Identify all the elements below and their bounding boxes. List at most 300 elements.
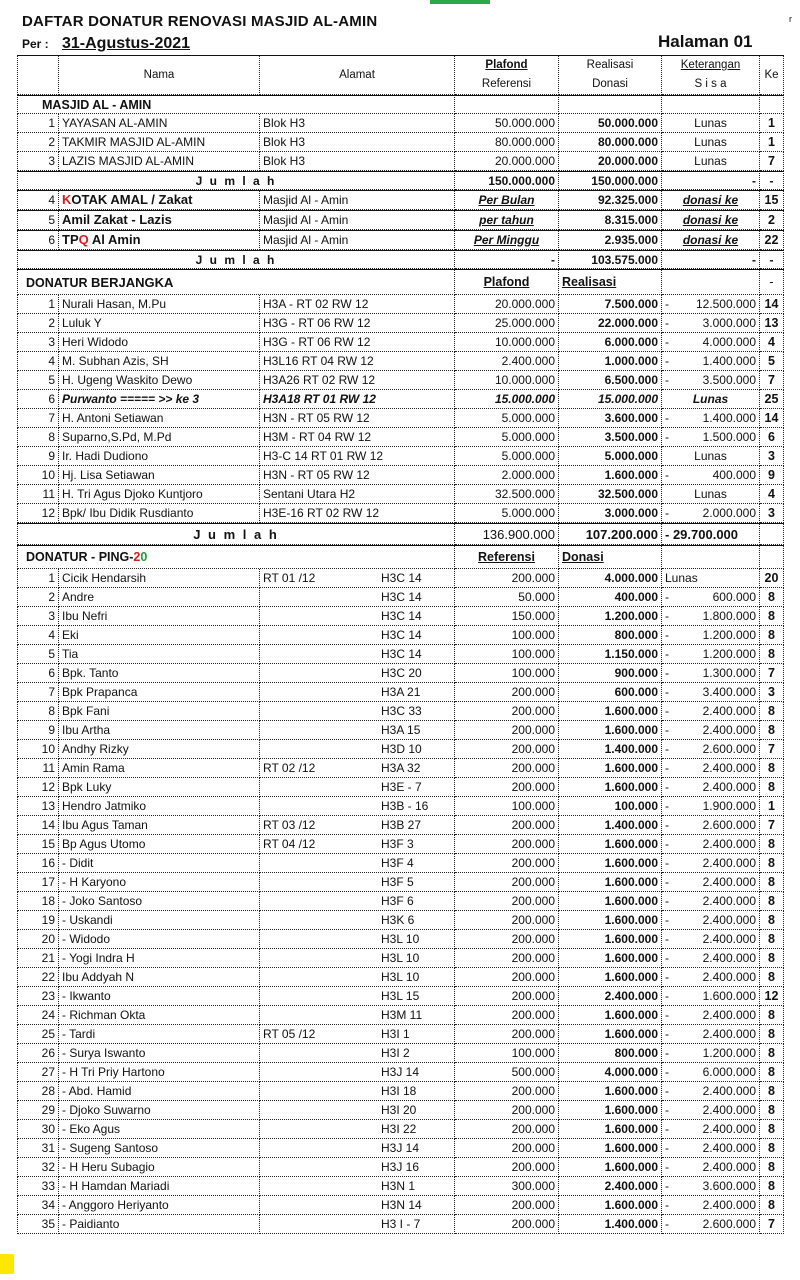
donor-name: Bpk. Tanto — [59, 664, 260, 683]
donation-count: 5 — [760, 352, 784, 371]
donor-address: Masjid Al - Amin — [260, 191, 455, 210]
donation-count: 8 — [760, 1044, 784, 1063]
remaining-value: - 2.400.000 — [662, 892, 760, 911]
table-row — [17, 949, 784, 968]
donor-address: H3C 33 — [260, 702, 455, 721]
donation-value: 1.600.000 — [559, 911, 662, 930]
referensi-value: 200.000 — [455, 721, 559, 740]
donor-name: Hj. Lisa Setiawan — [59, 466, 260, 485]
donation-count: 8 — [760, 930, 784, 949]
donation-value: 1.600.000 — [559, 702, 662, 721]
table-row — [17, 664, 784, 683]
donation-count: 4 — [760, 333, 784, 352]
donation-count: 25 — [760, 390, 784, 409]
table-row — [17, 873, 784, 892]
donation-value: 15.000.000 — [559, 390, 662, 409]
donor-name: - Eko Agus — [59, 1120, 260, 1139]
remaining-value: - 12.500.000 — [662, 295, 760, 314]
donation-count: 12 — [760, 987, 784, 1006]
table-row — [17, 352, 784, 371]
table-row — [17, 371, 784, 390]
row-number: 6 — [17, 390, 59, 409]
donation-count: 8 — [760, 1120, 784, 1139]
donor-name: - Ikwanto — [59, 987, 260, 1006]
donor-address: H3B - 16 — [260, 797, 455, 816]
donor-name: H. Antoni Setiawan — [59, 409, 260, 428]
table-row — [17, 740, 784, 759]
remaining-value: Lunas — [662, 390, 760, 409]
section-masjid-total: J u m l a h 150.000.000 150.000.000 - - — [17, 171, 784, 190]
row-number: 26 — [17, 1044, 59, 1063]
donor-name: H. Tri Agus Djoko Kuntjoro — [59, 485, 260, 504]
donor-address: H3L 10 — [260, 930, 455, 949]
donor-table — [17, 55, 784, 1234]
table-row — [17, 314, 784, 333]
donor-name: Bpk Luky — [59, 778, 260, 797]
donation-count: 14 — [760, 409, 784, 428]
referensi-value: 200.000 — [455, 1120, 559, 1139]
remaining-value: - 1.200.000 — [662, 626, 760, 645]
donation-count: 8 — [760, 1025, 784, 1044]
referensi-value: 200.000 — [455, 759, 559, 778]
remaining-value: - 2.400.000 — [662, 702, 760, 721]
section-kotak-rows — [17, 190, 784, 250]
remaining-value: - 2.400.000 — [662, 873, 760, 892]
header-alamat: Alamat — [260, 55, 455, 95]
row-number: 7 — [17, 409, 59, 428]
table-row — [17, 683, 784, 702]
remaining-value: - 2.400.000 — [662, 968, 760, 987]
donor-name: - H Heru Subagio — [59, 1158, 260, 1177]
donation-value: 2.400.000 — [559, 987, 662, 1006]
donation-value: 92.325.000 — [559, 191, 662, 210]
row-number: 20 — [17, 930, 59, 949]
donation-value: 20.000.000 — [559, 152, 662, 171]
header-realisasi: Realisasi Donasi — [559, 55, 662, 95]
table-row — [17, 333, 784, 352]
remaining-value: - 3.600.000 — [662, 1177, 760, 1196]
donation-count: 8 — [760, 892, 784, 911]
donor-address: H3A18 RT 01 RW 12 — [260, 390, 455, 409]
donor-address: RT 03 /12 H3B 27 — [260, 816, 455, 835]
donor-address: H3J 14 — [260, 1139, 455, 1158]
donation-count: 8 — [760, 1101, 784, 1120]
donation-count: 8 — [760, 854, 784, 873]
table-row — [17, 1006, 784, 1025]
row-number: 7 — [17, 683, 59, 702]
plafond-value: 20.000.000 — [455, 152, 559, 171]
donor-address: Masjid Al - Amin — [260, 231, 455, 250]
remaining-value: - 2.400.000 — [662, 1082, 760, 1101]
donor-name: Suparno,S.Pd, M.Pd — [59, 428, 260, 447]
plafond-value: 10.000.000 — [455, 371, 559, 390]
donor-address: Blok H3 — [260, 133, 455, 152]
donor-address: H3I 2 — [260, 1044, 455, 1063]
per-label: Per : — [22, 37, 49, 51]
row-number: 10 — [17, 740, 59, 759]
table-row — [17, 1215, 784, 1234]
table-row — [17, 987, 784, 1006]
table-row — [17, 778, 784, 797]
donor-name: Purwanto ===== >> ke 3 — [59, 390, 260, 409]
donation-value: 1.600.000 — [559, 1025, 662, 1044]
donor-name: - H Tri Priy Hartono — [59, 1063, 260, 1082]
table-row — [17, 1139, 784, 1158]
table-row — [17, 797, 784, 816]
donation-count: 8 — [760, 645, 784, 664]
donation-value: 4.000.000 — [559, 1063, 662, 1082]
plafond-value: 80.000.000 — [455, 133, 559, 152]
donation-count: 8 — [760, 968, 784, 987]
donation-value: 3.500.000 — [559, 428, 662, 447]
page-number: Halaman 01 — [658, 32, 753, 51]
row-number: 3 — [17, 152, 59, 171]
donation-count: 3 — [760, 504, 784, 523]
donor-address: Blok H3 — [260, 114, 455, 133]
donation-value: 1.400.000 — [559, 1215, 662, 1234]
table-row — [17, 968, 784, 987]
donor-name: - Joko Santoso — [59, 892, 260, 911]
donation-count: 13 — [760, 314, 784, 333]
referensi-value: 200.000 — [455, 778, 559, 797]
section-berjangka-total: J u m l a h 136.900.000 107.200.000 - 29.700.000 — [17, 523, 784, 545]
table-row — [17, 1177, 784, 1196]
donation-count: 8 — [760, 702, 784, 721]
donation-value: 400.000 — [559, 588, 662, 607]
donor-name: - H Karyono — [59, 873, 260, 892]
remaining-value: donasi ke — [662, 231, 760, 250]
remaining-value: - 2.400.000 — [662, 1196, 760, 1215]
donation-value: 1.600.000 — [559, 1082, 662, 1101]
donation-value: 4.000.000 — [559, 569, 662, 588]
donor-name: Ibu Nefri — [59, 607, 260, 626]
row-number: 12 — [17, 504, 59, 523]
donation-count: 7 — [760, 1215, 784, 1234]
donation-value: 800.000 — [559, 1044, 662, 1063]
referensi-value: 200.000 — [455, 816, 559, 835]
donation-value: 1.600.000 — [559, 835, 662, 854]
donation-value: 6.500.000 — [559, 371, 662, 390]
table-row — [17, 588, 784, 607]
donor-name: Ir. Hadi Dudiono — [59, 447, 260, 466]
referensi-value: 150.000 — [455, 607, 559, 626]
donation-value: 1.600.000 — [559, 949, 662, 968]
donor-address: H3A - RT 02 RW 12 — [260, 295, 455, 314]
donation-value: 1.400.000 — [559, 816, 662, 835]
row-number: 21 — [17, 949, 59, 968]
donation-count: 8 — [760, 1196, 784, 1215]
remaining-value: - 1.800.000 — [662, 607, 760, 626]
table-row — [17, 409, 784, 428]
row-number: 8 — [17, 702, 59, 721]
referensi-value: 200.000 — [455, 1196, 559, 1215]
donation-value: 1.600.000 — [559, 892, 662, 911]
remaining-value: - 400.000 — [662, 466, 760, 485]
donation-value: 3.600.000 — [559, 409, 662, 428]
donation-value: 100.000 — [559, 797, 662, 816]
row-number: 5 — [17, 211, 59, 230]
donor-address: H3N 1 — [260, 1177, 455, 1196]
donor-name: - Richman Okta — [59, 1006, 260, 1025]
donor-name: - Widodo — [59, 930, 260, 949]
referensi-value: 200.000 — [455, 949, 559, 968]
donor-address: RT 04 /12 H3F 3 — [260, 835, 455, 854]
row-number: 4 — [17, 191, 59, 210]
donor-address: H3L 10 — [260, 968, 455, 987]
referensi-value: 200.000 — [455, 1215, 559, 1234]
header-keterangan: Keterangan S i s a — [662, 55, 760, 95]
donor-name: M. Subhan Azis, SH — [59, 352, 260, 371]
table-row — [17, 1025, 784, 1044]
remaining-value: - 2.400.000 — [662, 1158, 760, 1177]
donor-name: Tia — [59, 645, 260, 664]
remaining-value: - 1.400.000 — [662, 409, 760, 428]
row-number: 18 — [17, 892, 59, 911]
donor-address: RT 01 /12 H3C 14 — [260, 569, 455, 588]
table-row — [17, 1082, 784, 1101]
donor-name: Ibu Agus Taman — [59, 816, 260, 835]
plafond-value: 10.000.000 — [455, 333, 559, 352]
referensi-value: 100.000 — [455, 626, 559, 645]
donation-value: 1.600.000 — [559, 1139, 662, 1158]
referensi-value: 200.000 — [455, 968, 559, 987]
donor-name: Nurali Hasan, M.Pu — [59, 295, 260, 314]
donor-name: Amil Zakat - Lazis — [59, 211, 260, 230]
remaining-value: Lunas — [662, 152, 760, 171]
row-number: 9 — [17, 447, 59, 466]
plafond-value: 5.000.000 — [455, 428, 559, 447]
referensi-value: 200.000 — [455, 740, 559, 759]
plafond-value: Per Bulan — [455, 191, 559, 210]
header-nama: Nama — [59, 55, 260, 95]
referensi-value: 200.000 — [455, 892, 559, 911]
donor-name: Hendro Jatmiko — [59, 797, 260, 816]
row-number: 13 — [17, 797, 59, 816]
remaining-value: - 2.400.000 — [662, 1101, 760, 1120]
table-row — [17, 133, 784, 152]
table-row — [17, 1063, 784, 1082]
remaining-value: - 3.500.000 — [662, 371, 760, 390]
donation-value: 1.600.000 — [559, 778, 662, 797]
remaining-value: Lunas — [662, 133, 760, 152]
table-row — [17, 911, 784, 930]
referensi-value: 200.000 — [455, 873, 559, 892]
remaining-value: - 1.500.000 — [662, 428, 760, 447]
table-row — [17, 485, 784, 504]
table-row — [17, 390, 784, 409]
plafond-value: 2.400.000 — [455, 352, 559, 371]
donation-count: 1 — [760, 114, 784, 133]
remaining-value: - 1.900.000 — [662, 797, 760, 816]
table-row — [17, 1120, 784, 1139]
remaining-value: - 1.300.000 — [662, 664, 760, 683]
donation-count: 8 — [760, 835, 784, 854]
donation-count: 8 — [760, 607, 784, 626]
remaining-value: - 1.200.000 — [662, 645, 760, 664]
donor-name: Eki — [59, 626, 260, 645]
donor-address: Masjid Al - Amin — [260, 211, 455, 230]
donation-count: 1 — [760, 133, 784, 152]
remaining-value: - 3.000.000 — [662, 314, 760, 333]
donation-value: 1.600.000 — [559, 1006, 662, 1025]
donation-value: 3.000.000 — [559, 504, 662, 523]
donation-value: 1.600.000 — [559, 759, 662, 778]
row-number: 2 — [17, 133, 59, 152]
donation-count: 8 — [760, 588, 784, 607]
donor-address: H3D 10 — [260, 740, 455, 759]
remaining-value: - 2.600.000 — [662, 740, 760, 759]
donor-address: H3A 21 — [260, 683, 455, 702]
donor-name: Heri Widodo — [59, 333, 260, 352]
referensi-value: 200.000 — [455, 1025, 559, 1044]
donation-value: 32.500.000 — [559, 485, 662, 504]
table-row — [17, 569, 784, 588]
section-ping20-rows — [17, 569, 784, 1234]
referensi-value: 200.000 — [455, 930, 559, 949]
referensi-value: 200.000 — [455, 1082, 559, 1101]
donor-address: H3J 16 — [260, 1158, 455, 1177]
donation-value: 1.150.000 — [559, 645, 662, 664]
section-title-berjangka: DONATUR BERJANGKA Plafond Realisasi - — [17, 269, 784, 295]
table-row — [17, 1101, 784, 1120]
donation-count: 20 — [760, 569, 784, 588]
donation-count: 9 — [760, 466, 784, 485]
row-number: 17 — [17, 873, 59, 892]
remaining-value: - 2.400.000 — [662, 778, 760, 797]
donor-address: H3L16 RT 04 RW 12 — [260, 352, 455, 371]
row-number: 28 — [17, 1082, 59, 1101]
row-number: 1 — [17, 114, 59, 133]
donor-address: H3 I - 7 — [260, 1215, 455, 1234]
referensi-value: 500.000 — [455, 1063, 559, 1082]
table-row — [17, 428, 784, 447]
green-marker-strip — [430, 0, 490, 4]
donor-name: - Anggoro Heriyanto — [59, 1196, 260, 1215]
donation-value: 600.000 — [559, 683, 662, 702]
donor-address: H3G - RT 06 RW 12 — [260, 314, 455, 333]
remaining-value: - 2.400.000 — [662, 1006, 760, 1025]
donation-count: 8 — [760, 1082, 784, 1101]
donation-count: 4 — [760, 485, 784, 504]
remaining-value: - 1.200.000 — [662, 1044, 760, 1063]
row-number: 30 — [17, 1120, 59, 1139]
plafond-value: 5.000.000 — [455, 504, 559, 523]
table-row — [17, 210, 784, 230]
donor-address: H3C 14 — [260, 626, 455, 645]
referensi-value: 200.000 — [455, 911, 559, 930]
donor-address: H3C 14 — [260, 645, 455, 664]
donation-count: 7 — [760, 816, 784, 835]
donation-value: 1.200.000 — [559, 607, 662, 626]
row-number: 31 — [17, 1139, 59, 1158]
row-number: 8 — [17, 428, 59, 447]
remaining-value: - 4.000.000 — [662, 333, 760, 352]
row-number: 11 — [17, 485, 59, 504]
donor-name: TAKMIR MASJID AL-AMIN — [59, 133, 260, 152]
donor-address: H3N 14 — [260, 1196, 455, 1215]
donor-name: Bpk Prapanca — [59, 683, 260, 702]
donor-name: Amin Rama — [59, 759, 260, 778]
table-row — [17, 930, 784, 949]
donation-value: 1.600.000 — [559, 1196, 662, 1215]
donor-address: H3-C 14 RT 01 RW 12 — [260, 447, 455, 466]
row-number: 6 — [17, 664, 59, 683]
donor-name: Bpk Fani — [59, 702, 260, 721]
table-row — [17, 1044, 784, 1063]
donor-address: H3F 5 — [260, 873, 455, 892]
donation-count: 8 — [760, 759, 784, 778]
donor-address: H3F 6 — [260, 892, 455, 911]
remaining-value: - 2.600.000 — [662, 816, 760, 835]
donor-name: - Surya Iswanto — [59, 1044, 260, 1063]
table-row — [17, 190, 784, 210]
donor-name: Andhy Rizky — [59, 740, 260, 759]
donor-name: - Paidianto — [59, 1215, 260, 1234]
donor-name: - Abd. Hamid — [59, 1082, 260, 1101]
donation-count: 8 — [760, 1158, 784, 1177]
donation-count: 8 — [760, 873, 784, 892]
donor-address: H3G - RT 06 RW 12 — [260, 333, 455, 352]
remaining-value: - 2.400.000 — [662, 930, 760, 949]
donor-name: - Djoko Suwarno — [59, 1101, 260, 1120]
row-number: 29 — [17, 1101, 59, 1120]
donor-address: H3I 22 — [260, 1120, 455, 1139]
row-number: 34 — [17, 1196, 59, 1215]
remaining-value: - 2.400.000 — [662, 835, 760, 854]
plafond-value: 50.000.000 — [455, 114, 559, 133]
donor-address: H3A26 RT 02 RW 12 — [260, 371, 455, 390]
donor-name: - Didit — [59, 854, 260, 873]
header-ke: Ke — [760, 55, 784, 95]
donor-name: YAYASAN AL-AMIN — [59, 114, 260, 133]
table-row — [17, 645, 784, 664]
donation-value: 1.600.000 — [559, 721, 662, 740]
header-plafond: Plafond Referensi — [455, 55, 559, 95]
row-number: 24 — [17, 1006, 59, 1025]
donation-count: 8 — [760, 911, 784, 930]
donor-name: - Sugeng Santoso — [59, 1139, 260, 1158]
donor-address: H3I 18 — [260, 1082, 455, 1101]
table-row — [17, 152, 784, 171]
row-number: 3 — [17, 333, 59, 352]
donor-name: LAZIS MASJID AL-AMIN — [59, 152, 260, 171]
referensi-value: 200.000 — [455, 1158, 559, 1177]
section-masjid-rows — [17, 114, 784, 171]
donation-value: 7.500.000 — [559, 295, 662, 314]
donation-count: 8 — [760, 949, 784, 968]
remaining-value: - 2.400.000 — [662, 759, 760, 778]
donor-address: H3A 15 — [260, 721, 455, 740]
row-number: 32 — [17, 1158, 59, 1177]
row-number: 5 — [17, 645, 59, 664]
donation-value: 5.000.000 — [559, 447, 662, 466]
donor-address: H3C 20 — [260, 664, 455, 683]
table-row — [17, 230, 784, 250]
remaining-value: - 3.400.000 — [662, 683, 760, 702]
donor-name: - Yogi Indra H — [59, 949, 260, 968]
row-number: 35 — [17, 1215, 59, 1234]
table-row — [17, 702, 784, 721]
remaining-value: Lunas — [662, 114, 760, 133]
donor-name: Ibu Artha — [59, 721, 260, 740]
donation-value: 1.600.000 — [559, 873, 662, 892]
remaining-value: Lunas — [662, 447, 760, 466]
row-number: 9 — [17, 721, 59, 740]
table-row — [17, 466, 784, 485]
donor-address: H3F 4 — [260, 854, 455, 873]
remaining-value: donasi ke — [662, 191, 760, 210]
donation-value: 1.400.000 — [559, 740, 662, 759]
